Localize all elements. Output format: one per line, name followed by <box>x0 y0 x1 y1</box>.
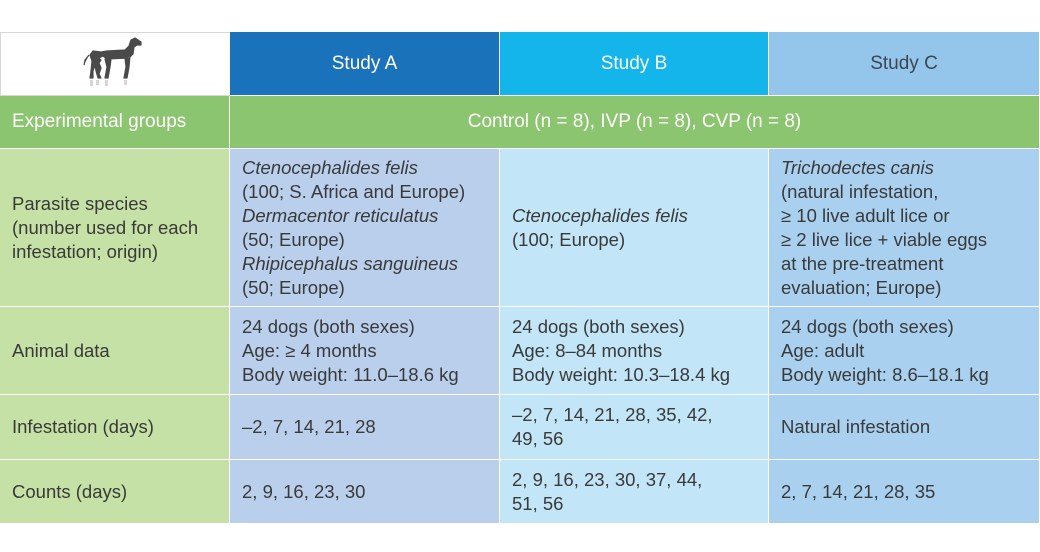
species-name: Rhipicephalus sanguineus <box>242 252 458 274</box>
counts-line: 2, 7, 14, 21, 28, 35 <box>781 480 936 502</box>
animal-line: Body weight: 11.0–18.6 kg <box>242 363 459 385</box>
animal-line: 24 dogs (both sexes) <box>242 315 415 337</box>
infestation-line: Natural infestation <box>781 416 931 437</box>
row-label-counts: Counts (days) <box>0 460 230 524</box>
animal-line: 24 dogs (both sexes) <box>512 315 685 337</box>
species-detail: (100; S. Africa and Europe) <box>242 180 466 202</box>
species-detail: (50; Europe) <box>242 276 345 298</box>
study-comparison-table <box>0 32 1040 524</box>
header-study-c: Study C <box>769 32 1040 96</box>
infestation-study-b <box>500 395 769 460</box>
animal-study-b <box>500 307 769 395</box>
species-detail: ≥ 2 live lice + viable eggs <box>781 228 988 250</box>
animal-study-c <box>769 307 1040 395</box>
infestation-study-c <box>769 395 1040 460</box>
species-detail: (100; Europe) <box>512 228 626 250</box>
label-line: infestation; origin) <box>12 240 159 262</box>
infestation-line: –2, 7, 14, 21, 28 <box>242 416 376 437</box>
header-study-a: Study A <box>230 32 500 96</box>
infestation-line: 49, 56 <box>512 428 564 449</box>
infestation-line: –2, 7, 14, 21, 28, 35, 42, <box>512 404 713 425</box>
animal-line: Age: 8–84 months <box>512 339 663 361</box>
counts-study-c <box>769 460 1040 524</box>
row-label-infestation: Infestation (days) <box>0 395 230 460</box>
species-detail: (natural infestation, <box>781 180 939 202</box>
parasite-study-c <box>769 149 1040 307</box>
animal-line: 24 dogs (both sexes) <box>781 315 954 337</box>
parasite-study-b <box>500 149 769 307</box>
row-label-animal-data: Animal data <box>0 307 230 395</box>
species-detail: ≥ 10 live adult lice or <box>781 204 950 226</box>
animal-line: Body weight: 10.3–18.4 kg <box>512 363 731 385</box>
species-name: Dermacentor reticulatus <box>242 204 439 226</box>
counts-study-a <box>230 460 500 524</box>
species-detail: (50; Europe) <box>242 228 345 250</box>
label-line: (number used for each <box>12 216 199 238</box>
label-line: Parasite species <box>12 192 148 214</box>
species-name: Ctenocephalides felis <box>512 204 688 226</box>
species-detail: at the pre-treatment <box>781 252 944 274</box>
header-study-b: Study B <box>500 32 769 96</box>
animal-study-a <box>230 307 500 395</box>
corner-cell <box>0 32 230 96</box>
species-detail: evaluation; Europe) <box>781 276 942 298</box>
counts-line: 2, 9, 16, 23, 30, 37, 44, <box>512 468 703 490</box>
animal-line: Body weight: 8.6–18.1 kg <box>781 363 989 385</box>
counts-study-b <box>500 460 769 524</box>
experimental-groups-value: Control (n = 8), IVP (n = 8), CVP (n = 8) <box>230 96 1040 149</box>
infestation-study-a <box>230 395 500 460</box>
dog-icon <box>81 34 151 94</box>
row-label-experimental-groups: Experimental groups <box>0 96 230 149</box>
counts-line: 51, 56 <box>512 492 564 514</box>
species-name: Trichodectes canis <box>781 156 934 178</box>
counts-line: 2, 9, 16, 23, 30 <box>242 480 366 502</box>
species-name: Ctenocephalides felis <box>242 156 418 178</box>
parasite-study-a <box>230 149 500 307</box>
row-label-parasite-species <box>0 149 230 307</box>
animal-line: Age: ≥ 4 months <box>242 339 377 361</box>
animal-line: Age: adult <box>781 339 865 361</box>
